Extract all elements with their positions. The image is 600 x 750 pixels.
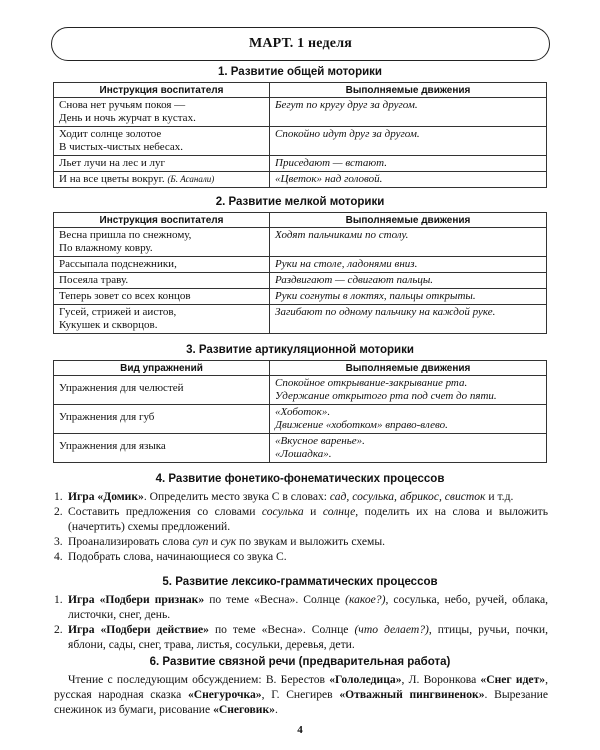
table-row bbox=[54, 376, 547, 405]
table-cell: Теперь зовет со всех концов bbox=[54, 289, 270, 305]
list-item: 4. Подобрать слова, начинающиеся со звука С. bbox=[54, 550, 287, 563]
table-cell: «Вкусное варенье». «Лошадка». bbox=[270, 434, 547, 463]
table-row bbox=[54, 127, 547, 156]
table-row bbox=[54, 273, 547, 289]
list-item: 1. Игра «Домик». Определить место звука С в словах: сад, сосулька, абрикос, свисток и т.д. bbox=[54, 490, 514, 503]
table-cell: Упражнения для языка bbox=[54, 434, 270, 463]
page-number: 4 bbox=[297, 724, 303, 736]
table-row bbox=[54, 98, 547, 127]
section-4-title: 4. Развитие фонетико-фонематических процессов bbox=[155, 473, 445, 485]
table-cell: Ходит солнце золотое В чистых-чистых небесах. bbox=[54, 127, 270, 156]
column-header: Выполняемые движения bbox=[270, 361, 547, 376]
section-2-title: 2. Развитие мелкой моторики bbox=[215, 196, 385, 208]
header-title: МАРТ. 1 неделя bbox=[248, 36, 353, 51]
table-row bbox=[54, 405, 547, 434]
section-5-list bbox=[54, 592, 548, 652]
table-cell: Снова нет ручьям покоя — День и ночь журчат в кустах. bbox=[54, 98, 270, 127]
table-cell: «Хоботок». Движение «хоботком» вправо-влево. bbox=[270, 405, 547, 434]
source-note: (Б. Асанали) bbox=[167, 174, 215, 184]
section-3-title: 3. Развитие артикуляционной моторики bbox=[186, 344, 414, 356]
table-row bbox=[54, 305, 547, 334]
page-header bbox=[51, 27, 550, 61]
table-cell: Спокойное открывание-закрывание рта. Удержание открытого рта под счет до пяти. bbox=[270, 376, 547, 405]
column-header: Выполняемые движения bbox=[270, 83, 547, 98]
list-item: 2. Составить предложения со словами сосулька и солнце, поделить их на слова и выложить (начертить) схемы предложений. bbox=[54, 505, 548, 533]
table-cell: Спокойно идут друг за другом. bbox=[270, 127, 547, 156]
table-cell: И на все цветы вокруг. (Б. Асанали) bbox=[54, 172, 270, 188]
column-header: Инструкция воспитателя bbox=[54, 83, 270, 98]
list-item: 2. Игра «Подбери действие» по теме «Весна». Солнце (что делает?), птицы, ручьи, почки, яблони, сады, снег, трава, листья, сосульки, деревья, дети. bbox=[54, 623, 548, 651]
table-cell: Льет лучи на лес и луг bbox=[54, 156, 270, 172]
table-header-row bbox=[54, 213, 547, 228]
table-row bbox=[54, 434, 547, 463]
table-cell: Бегут по кругу друг за другом. bbox=[270, 98, 547, 127]
list-item: 3. Проанализировать слова суп и сук по звукам и выложить схемы. bbox=[54, 535, 386, 548]
table-cell: Упражнения для губ bbox=[54, 405, 270, 434]
table-cell: Руки на столе, ладонями вниз. bbox=[270, 257, 547, 273]
table-cell: Рассыпала подснежники, bbox=[54, 257, 270, 273]
table-cell: Гусей, стрижей и аистов, Кукушек и скворцов. bbox=[54, 305, 270, 334]
table-row bbox=[54, 257, 547, 273]
section-1-title: 1. Развитие общей моторики bbox=[218, 66, 382, 78]
section-6-paragraph: Чтение с последующим обсуждением: В. Берестов «Гололедица», Л. Воронкова «Снег идет», русская народная сказка «Снегурочка», Г. Снегирев «Отважный пингвиненок». Вырезание снежинок из бумаги, рисование «Снеговик». bbox=[54, 673, 548, 716]
table-row bbox=[54, 228, 547, 257]
section-5-title: 5. Развитие лексико-грамматических процессов bbox=[162, 576, 438, 588]
column-header: Инструкция воспитателя bbox=[54, 213, 270, 228]
table-cell: «Цветок» над головой. bbox=[270, 172, 547, 188]
section-4-list bbox=[54, 489, 548, 564]
table-cell: Руки согнуты в локтях, пальцы открыты. bbox=[270, 289, 547, 305]
column-header: Выполняемые движения bbox=[270, 213, 547, 228]
table-row bbox=[54, 289, 547, 305]
table-cell: Посеяла траву. bbox=[54, 273, 270, 289]
table-row bbox=[54, 172, 547, 188]
table-cell: Загибают по одному пальчику на каждой руке. bbox=[270, 305, 547, 334]
table-cell: Весна пришла по снежному, По влажному ковру. bbox=[54, 228, 270, 257]
section-3-table bbox=[53, 360, 547, 463]
table-cell: Приседают — встают. bbox=[270, 156, 547, 172]
section-6-title: 6. Развитие связной речи (предварительная работа) bbox=[149, 656, 451, 668]
table-header-row bbox=[54, 361, 547, 376]
section-1-table bbox=[53, 82, 547, 188]
table-cell: Ходят пальчиками по столу. bbox=[270, 228, 547, 257]
table-cell: Раздвигают — сдвигают пальцы. bbox=[270, 273, 547, 289]
table-header-row bbox=[54, 83, 547, 98]
list-item: 1. Игра «Подбери признак» по теме «Весна». Солнце (какое?), сосулька, небо, ручей, облака, листочки, снег, день. bbox=[54, 593, 549, 621]
section-2-table bbox=[53, 212, 547, 334]
table-row bbox=[54, 156, 547, 172]
table-cell: Упражнения для челюстей bbox=[54, 376, 270, 405]
column-header: Вид упражнений bbox=[54, 361, 270, 376]
